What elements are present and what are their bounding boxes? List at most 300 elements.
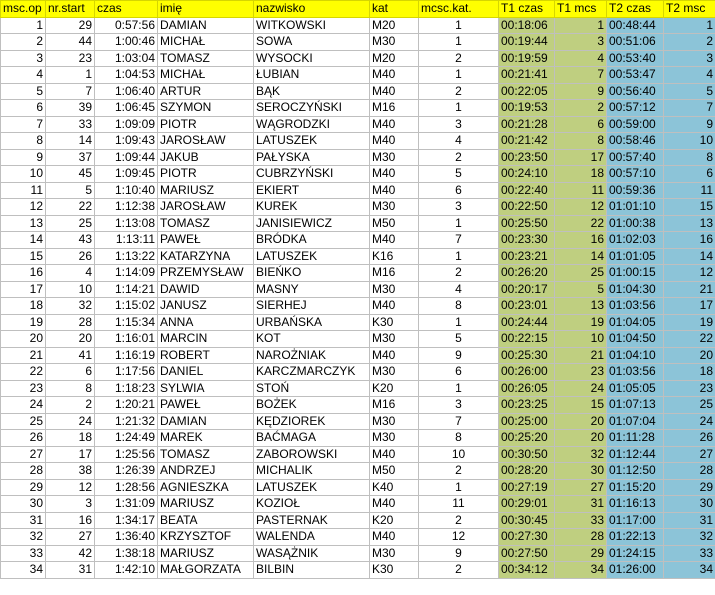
cell-t2-msc[interactable]: 29	[664, 479, 715, 496]
cell-nr-start[interactable]: 27	[46, 529, 95, 546]
cell-nr-start[interactable]: 2	[46, 397, 95, 414]
cell-czas[interactable]: 1:00:46	[95, 34, 158, 51]
cell-msc-kat[interactable]: 7	[419, 232, 499, 249]
cell-nazwisko[interactable]: KOZIOŁ	[254, 496, 370, 513]
cell-msc-kat[interactable]: 2	[419, 463, 499, 480]
cell-czas[interactable]: 1:09:44	[95, 149, 158, 166]
cell-t2-msc[interactable]: 10	[664, 133, 715, 150]
cell-kat[interactable]: M40	[370, 67, 419, 84]
cell-czas[interactable]: 1:31:09	[95, 496, 158, 513]
cell-nr-start[interactable]: 5	[46, 182, 95, 199]
cell-t2-msc[interactable]: 23	[664, 380, 715, 397]
cell-t1-czas[interactable]: 00:23:21	[499, 248, 555, 265]
cell-t1-czas[interactable]: 00:19:59	[499, 50, 555, 67]
cell-t1-mcs[interactable]: 29	[555, 545, 607, 562]
cell-kat[interactable]: M30	[370, 281, 419, 298]
cell-t2-msc[interactable]: 33	[664, 545, 715, 562]
cell-t1-czas[interactable]: 00:18:06	[499, 17, 555, 34]
cell-imie[interactable]: PRZEMYSŁAW	[158, 265, 254, 282]
cell-nazwisko[interactable]: NAROŻNIAK	[254, 347, 370, 364]
cell-nazwisko[interactable]: KARCZMARCZYK	[254, 364, 370, 381]
cell-imie[interactable]: JANUSZ	[158, 298, 254, 315]
cell-t2-msc[interactable]: 5	[664, 83, 715, 100]
cell-czas[interactable]: 1:15:34	[95, 314, 158, 331]
cell-t1-mcs[interactable]: 34	[555, 562, 607, 579]
cell-nr-start[interactable]: 29	[46, 17, 95, 34]
cell-kat[interactable]: M30	[370, 149, 419, 166]
cell-t1-mcs[interactable]: 24	[555, 380, 607, 397]
cell-kat[interactable]: M16	[370, 100, 419, 117]
cell-t1-mcs[interactable]: 7	[555, 67, 607, 84]
cell-czas[interactable]: 0:57:56	[95, 17, 158, 34]
cell-msc-kat[interactable]: 5	[419, 166, 499, 183]
cell-imie[interactable]: ANDRZEJ	[158, 463, 254, 480]
cell-nr-start[interactable]: 37	[46, 149, 95, 166]
cell-msc-kat[interactable]: 9	[419, 347, 499, 364]
cell-nazwisko[interactable]: WALENDA	[254, 529, 370, 546]
cell-imie[interactable]: MARCIN	[158, 331, 254, 348]
cell-msc-op[interactable]: 13	[1, 215, 46, 232]
cell-kat[interactable]: M30	[370, 34, 419, 51]
cell-t2-msc[interactable]: 34	[664, 562, 715, 579]
cell-msc-op[interactable]: 34	[1, 562, 46, 579]
cell-czas[interactable]: 1:06:40	[95, 83, 158, 100]
cell-t1-czas[interactable]: 00:24:10	[499, 166, 555, 183]
cell-msc-kat[interactable]: 1	[419, 479, 499, 496]
cell-msc-kat[interactable]: 11	[419, 496, 499, 513]
cell-msc-op[interactable]: 33	[1, 545, 46, 562]
cell-t1-czas[interactable]: 00:20:17	[499, 281, 555, 298]
cell-kat[interactable]: M30	[370, 545, 419, 562]
cell-kat[interactable]: M40	[370, 116, 419, 133]
cell-t2-czas[interactable]: 00:57:12	[607, 100, 664, 117]
cell-t2-msc[interactable]: 9	[664, 116, 715, 133]
cell-czas[interactable]: 1:42:10	[95, 562, 158, 579]
cell-nr-start[interactable]: 3	[46, 496, 95, 513]
cell-t2-msc[interactable]: 26	[664, 430, 715, 447]
cell-nr-start[interactable]: 4	[46, 265, 95, 282]
cell-t2-msc[interactable]: 8	[664, 149, 715, 166]
cell-t2-czas[interactable]: 01:07:04	[607, 413, 664, 430]
cell-imie[interactable]: SYLWIA	[158, 380, 254, 397]
cell-nr-start[interactable]: 22	[46, 199, 95, 216]
cell-imie[interactable]: TOMASZ	[158, 446, 254, 463]
cell-nazwisko[interactable]: ZABOROWSKI	[254, 446, 370, 463]
header-imie[interactable]: imię	[158, 1, 254, 18]
cell-t1-mcs[interactable]: 13	[555, 298, 607, 315]
cell-t1-mcs[interactable]: 17	[555, 149, 607, 166]
cell-msc-op[interactable]: 32	[1, 529, 46, 546]
cell-msc-kat[interactable]: 4	[419, 281, 499, 298]
cell-nr-start[interactable]: 44	[46, 34, 95, 51]
cell-nazwisko[interactable]: LATUSZEK	[254, 248, 370, 265]
cell-msc-op[interactable]: 18	[1, 298, 46, 315]
cell-msc-op[interactable]: 3	[1, 50, 46, 67]
cell-t1-mcs[interactable]: 5	[555, 281, 607, 298]
cell-czas[interactable]: 1:36:40	[95, 529, 158, 546]
cell-nazwisko[interactable]: SEROCZYŃSKI	[254, 100, 370, 117]
cell-t1-mcs[interactable]: 32	[555, 446, 607, 463]
cell-t1-mcs[interactable]: 3	[555, 34, 607, 51]
cell-czas[interactable]: 1:28:56	[95, 479, 158, 496]
cell-imie[interactable]: MARIUSZ	[158, 496, 254, 513]
cell-msc-kat[interactable]: 2	[419, 149, 499, 166]
cell-t2-czas[interactable]: 01:05:05	[607, 380, 664, 397]
cell-imie[interactable]: MAŁGORZATA	[158, 562, 254, 579]
cell-t2-czas[interactable]: 01:16:13	[607, 496, 664, 513]
cell-msc-op[interactable]: 8	[1, 133, 46, 150]
cell-czas[interactable]: 1:13:11	[95, 232, 158, 249]
cell-nazwisko[interactable]: URBAŃSKA	[254, 314, 370, 331]
cell-t1-mcs[interactable]: 1	[555, 17, 607, 34]
cell-msc-kat[interactable]: 2	[419, 50, 499, 67]
cell-nazwisko[interactable]: WITKOWSKI	[254, 17, 370, 34]
cell-msc-op[interactable]: 21	[1, 347, 46, 364]
cell-imie[interactable]: MICHAŁ	[158, 67, 254, 84]
cell-t2-czas[interactable]: 00:56:40	[607, 83, 664, 100]
cell-imie[interactable]: PIOTR	[158, 166, 254, 183]
cell-t2-czas[interactable]: 01:24:15	[607, 545, 664, 562]
cell-msc-op[interactable]: 17	[1, 281, 46, 298]
header-czas[interactable]: czas	[95, 1, 158, 18]
cell-t2-czas[interactable]: 00:53:40	[607, 50, 664, 67]
cell-nr-start[interactable]: 23	[46, 50, 95, 67]
cell-t2-msc[interactable]: 24	[664, 413, 715, 430]
cell-t2-czas[interactable]: 00:59:36	[607, 182, 664, 199]
cell-t2-czas[interactable]: 01:12:50	[607, 463, 664, 480]
cell-nr-start[interactable]: 14	[46, 133, 95, 150]
cell-nazwisko[interactable]: STOŃ	[254, 380, 370, 397]
cell-nr-start[interactable]: 42	[46, 545, 95, 562]
cell-t1-czas[interactable]: 00:21:42	[499, 133, 555, 150]
cell-t1-czas[interactable]: 00:21:41	[499, 67, 555, 84]
cell-imie[interactable]: ARTUR	[158, 83, 254, 100]
cell-t1-czas[interactable]: 00:22:40	[499, 182, 555, 199]
cell-imie[interactable]: DANIEL	[158, 364, 254, 381]
cell-nr-start[interactable]: 39	[46, 100, 95, 117]
cell-t2-czas[interactable]: 00:59:00	[607, 116, 664, 133]
cell-msc-op[interactable]: 4	[1, 67, 46, 84]
cell-t1-czas[interactable]: 00:22:15	[499, 331, 555, 348]
cell-nr-start[interactable]: 33	[46, 116, 95, 133]
cell-msc-kat[interactable]: 1	[419, 100, 499, 117]
cell-kat[interactable]: K30	[370, 562, 419, 579]
cell-t2-msc[interactable]: 2	[664, 34, 715, 51]
cell-msc-op[interactable]: 26	[1, 430, 46, 447]
cell-kat[interactable]: M50	[370, 215, 419, 232]
cell-msc-op[interactable]: 16	[1, 265, 46, 282]
cell-imie[interactable]: MARIUSZ	[158, 545, 254, 562]
cell-czas[interactable]: 1:14:21	[95, 281, 158, 298]
cell-czas[interactable]: 1:12:38	[95, 199, 158, 216]
cell-t1-czas[interactable]: 00:30:50	[499, 446, 555, 463]
cell-t1-mcs[interactable]: 23	[555, 364, 607, 381]
cell-nr-start[interactable]: 12	[46, 479, 95, 496]
cell-nazwisko[interactable]: BIEŃKO	[254, 265, 370, 282]
cell-imie[interactable]: TOMASZ	[158, 50, 254, 67]
cell-t2-czas[interactable]: 01:01:05	[607, 248, 664, 265]
cell-t1-czas[interactable]: 00:27:19	[499, 479, 555, 496]
cell-t2-czas[interactable]: 00:57:40	[607, 149, 664, 166]
cell-msc-op[interactable]: 29	[1, 479, 46, 496]
cell-nr-start[interactable]: 43	[46, 232, 95, 249]
cell-t2-msc[interactable]: 12	[664, 265, 715, 282]
cell-t1-czas[interactable]: 00:25:20	[499, 430, 555, 447]
cell-nr-start[interactable]: 17	[46, 446, 95, 463]
cell-t1-czas[interactable]: 00:30:45	[499, 512, 555, 529]
cell-kat[interactable]: K40	[370, 479, 419, 496]
cell-msc-kat[interactable]: 4	[419, 133, 499, 150]
cell-t1-mcs[interactable]: 25	[555, 265, 607, 282]
cell-t2-czas[interactable]: 01:22:13	[607, 529, 664, 546]
cell-nr-start[interactable]: 41	[46, 347, 95, 364]
cell-t2-msc[interactable]: 7	[664, 100, 715, 117]
cell-msc-kat[interactable]: 6	[419, 182, 499, 199]
cell-nazwisko[interactable]: SOWA	[254, 34, 370, 51]
cell-czas[interactable]: 1:10:40	[95, 182, 158, 199]
cell-msc-kat[interactable]: 7	[419, 413, 499, 430]
cell-t1-czas[interactable]: 00:27:50	[499, 545, 555, 562]
cell-kat[interactable]: M16	[370, 397, 419, 414]
cell-msc-op[interactable]: 19	[1, 314, 46, 331]
cell-imie[interactable]: KATARZYNA	[158, 248, 254, 265]
cell-kat[interactable]: M40	[370, 529, 419, 546]
cell-nr-start[interactable]: 7	[46, 83, 95, 100]
cell-nazwisko[interactable]: EKIERT	[254, 182, 370, 199]
cell-kat[interactable]: M40	[370, 446, 419, 463]
cell-t2-msc[interactable]: 27	[664, 446, 715, 463]
cell-t2-czas[interactable]: 01:15:20	[607, 479, 664, 496]
cell-nr-start[interactable]: 6	[46, 364, 95, 381]
cell-t1-mcs[interactable]: 31	[555, 496, 607, 513]
cell-czas[interactable]: 1:16:19	[95, 347, 158, 364]
cell-msc-op[interactable]: 10	[1, 166, 46, 183]
cell-msc-op[interactable]: 27	[1, 446, 46, 463]
cell-kat[interactable]: K20	[370, 380, 419, 397]
cell-t1-mcs[interactable]: 10	[555, 331, 607, 348]
cell-msc-kat[interactable]: 1	[419, 215, 499, 232]
cell-msc-op[interactable]: 24	[1, 397, 46, 414]
cell-msc-kat[interactable]: 1	[419, 248, 499, 265]
cell-kat[interactable]: K16	[370, 248, 419, 265]
cell-nazwisko[interactable]: WASĄŻNIK	[254, 545, 370, 562]
cell-t2-msc[interactable]: 1	[664, 17, 715, 34]
cell-t1-mcs[interactable]: 33	[555, 512, 607, 529]
cell-t2-msc[interactable]: 3	[664, 50, 715, 67]
cell-nazwisko[interactable]: WĄGRODZKI	[254, 116, 370, 133]
cell-t2-msc[interactable]: 21	[664, 281, 715, 298]
cell-msc-kat[interactable]: 2	[419, 265, 499, 282]
cell-msc-kat[interactable]: 1	[419, 17, 499, 34]
cell-t2-msc[interactable]: 22	[664, 331, 715, 348]
cell-imie[interactable]: MICHAŁ	[158, 34, 254, 51]
cell-msc-kat[interactable]: 1	[419, 67, 499, 84]
header-t2-msc[interactable]: T2 msc	[664, 1, 715, 18]
cell-msc-kat[interactable]: 3	[419, 199, 499, 216]
cell-nazwisko[interactable]: JANISIEWICZ	[254, 215, 370, 232]
cell-t1-czas[interactable]: 00:25:00	[499, 413, 555, 430]
cell-t1-mcs[interactable]: 16	[555, 232, 607, 249]
cell-kat[interactable]: M30	[370, 364, 419, 381]
cell-nazwisko[interactable]: MICHALIK	[254, 463, 370, 480]
cell-t1-mcs[interactable]: 15	[555, 397, 607, 414]
cell-imie[interactable]: BEATA	[158, 512, 254, 529]
cell-t2-msc[interactable]: 13	[664, 215, 715, 232]
cell-nazwisko[interactable]: BĄK	[254, 83, 370, 100]
cell-t1-czas[interactable]: 00:29:01	[499, 496, 555, 513]
cell-kat[interactable]: M40	[370, 166, 419, 183]
cell-czas[interactable]: 1:13:08	[95, 215, 158, 232]
cell-t2-czas[interactable]: 00:57:10	[607, 166, 664, 183]
cell-t2-czas[interactable]: 01:04:10	[607, 347, 664, 364]
cell-imie[interactable]: DAMIAN	[158, 17, 254, 34]
cell-msc-kat[interactable]: 10	[419, 446, 499, 463]
cell-nazwisko[interactable]: SIERHEJ	[254, 298, 370, 315]
cell-t1-czas[interactable]: 00:21:28	[499, 116, 555, 133]
cell-kat[interactable]: M40	[370, 182, 419, 199]
cell-t1-czas[interactable]: 00:34:12	[499, 562, 555, 579]
cell-nazwisko[interactable]: MASNY	[254, 281, 370, 298]
cell-t2-czas[interactable]: 01:26:00	[607, 562, 664, 579]
cell-t2-msc[interactable]: 30	[664, 496, 715, 513]
cell-t1-mcs[interactable]: 2	[555, 100, 607, 117]
cell-imie[interactable]: MAREK	[158, 430, 254, 447]
cell-t1-mcs[interactable]: 6	[555, 116, 607, 133]
cell-msc-op[interactable]: 31	[1, 512, 46, 529]
cell-kat[interactable]: M20	[370, 17, 419, 34]
cell-t1-czas[interactable]: 00:25:50	[499, 215, 555, 232]
cell-czas[interactable]: 1:09:09	[95, 116, 158, 133]
cell-t1-czas[interactable]: 00:22:05	[499, 83, 555, 100]
cell-t2-czas[interactable]: 01:04:05	[607, 314, 664, 331]
cell-nr-start[interactable]: 25	[46, 215, 95, 232]
cell-imie[interactable]: MARIUSZ	[158, 182, 254, 199]
cell-kat[interactable]: M40	[370, 298, 419, 315]
cell-t2-msc[interactable]: 20	[664, 347, 715, 364]
cell-t2-msc[interactable]: 11	[664, 182, 715, 199]
cell-nazwisko[interactable]: BOŻEK	[254, 397, 370, 414]
cell-kat[interactable]: M40	[370, 232, 419, 249]
cell-t1-mcs[interactable]: 27	[555, 479, 607, 496]
cell-kat[interactable]: M40	[370, 133, 419, 150]
cell-nr-start[interactable]: 10	[46, 281, 95, 298]
cell-kat[interactable]: M30	[370, 413, 419, 430]
cell-nazwisko[interactable]: KOT	[254, 331, 370, 348]
cell-czas[interactable]: 1:16:01	[95, 331, 158, 348]
cell-t2-msc[interactable]: 19	[664, 314, 715, 331]
cell-t1-mcs[interactable]: 18	[555, 166, 607, 183]
cell-t2-czas[interactable]: 01:03:56	[607, 298, 664, 315]
cell-t2-czas[interactable]: 01:04:30	[607, 281, 664, 298]
cell-nazwisko[interactable]: BAĆMAGA	[254, 430, 370, 447]
cell-imie[interactable]: JAROSŁAW	[158, 199, 254, 216]
cell-kat[interactable]: M40	[370, 496, 419, 513]
cell-t1-czas[interactable]: 00:19:44	[499, 34, 555, 51]
cell-t2-czas[interactable]: 01:17:00	[607, 512, 664, 529]
cell-kat[interactable]: M16	[370, 265, 419, 282]
header-msc-op[interactable]: msc.op	[1, 1, 46, 18]
header-kat[interactable]: kat	[370, 1, 419, 18]
cell-msc-op[interactable]: 7	[1, 116, 46, 133]
cell-czas[interactable]: 1:15:02	[95, 298, 158, 315]
cell-nazwisko[interactable]: BRÓDKA	[254, 232, 370, 249]
cell-czas[interactable]: 1:21:32	[95, 413, 158, 430]
cell-nr-start[interactable]: 28	[46, 314, 95, 331]
cell-t2-czas[interactable]: 00:58:46	[607, 133, 664, 150]
cell-nr-start[interactable]: 38	[46, 463, 95, 480]
cell-msc-kat[interactable]: 2	[419, 83, 499, 100]
cell-t1-mcs[interactable]: 12	[555, 199, 607, 216]
cell-nr-start[interactable]: 45	[46, 166, 95, 183]
cell-imie[interactable]: JAROSŁAW	[158, 133, 254, 150]
cell-imie[interactable]: PAWEŁ	[158, 397, 254, 414]
cell-imie[interactable]: SZYMON	[158, 100, 254, 117]
cell-msc-op[interactable]: 12	[1, 199, 46, 216]
cell-nr-start[interactable]: 24	[46, 413, 95, 430]
cell-t2-msc[interactable]: 31	[664, 512, 715, 529]
header-t1-mcs[interactable]: T1 mcs	[555, 1, 607, 18]
cell-msc-op[interactable]: 1	[1, 17, 46, 34]
cell-t1-mcs[interactable]: 20	[555, 413, 607, 430]
cell-czas[interactable]: 1:03:04	[95, 50, 158, 67]
cell-msc-kat[interactable]: 8	[419, 298, 499, 315]
cell-czas[interactable]: 1:24:49	[95, 430, 158, 447]
cell-imie[interactable]: PAWEŁ	[158, 232, 254, 249]
cell-czas[interactable]: 1:38:18	[95, 545, 158, 562]
cell-kat[interactable]: K30	[370, 314, 419, 331]
cell-t2-czas[interactable]: 01:04:50	[607, 331, 664, 348]
cell-kat[interactable]: M40	[370, 83, 419, 100]
cell-t1-czas[interactable]: 00:23:01	[499, 298, 555, 315]
cell-t2-msc[interactable]: 28	[664, 463, 715, 480]
cell-t1-czas[interactable]: 00:22:50	[499, 199, 555, 216]
header-msc-kat[interactable]: mcsc.kat.	[419, 1, 499, 18]
cell-msc-kat[interactable]: 8	[419, 430, 499, 447]
cell-imie[interactable]: JAKUB	[158, 149, 254, 166]
cell-czas[interactable]: 1:06:45	[95, 100, 158, 117]
cell-msc-op[interactable]: 6	[1, 100, 46, 117]
cell-nazwisko[interactable]: BILBIN	[254, 562, 370, 579]
cell-msc-kat[interactable]: 6	[419, 364, 499, 381]
cell-t2-msc[interactable]: 15	[664, 199, 715, 216]
header-nazwisko[interactable]: nazwisko	[254, 1, 370, 18]
cell-nr-start[interactable]: 16	[46, 512, 95, 529]
cell-nazwisko[interactable]: WYSOCKI	[254, 50, 370, 67]
cell-msc-kat[interactable]: 3	[419, 397, 499, 414]
cell-t1-czas[interactable]: 00:23:25	[499, 397, 555, 414]
cell-imie[interactable]: ROBERT	[158, 347, 254, 364]
cell-t1-czas[interactable]: 00:25:30	[499, 347, 555, 364]
cell-t2-czas[interactable]: 01:07:13	[607, 397, 664, 414]
cell-imie[interactable]: AGNIESZKA	[158, 479, 254, 496]
cell-t1-mcs[interactable]: 14	[555, 248, 607, 265]
cell-msc-kat[interactable]: 9	[419, 545, 499, 562]
cell-nr-start[interactable]: 8	[46, 380, 95, 397]
cell-msc-op[interactable]: 15	[1, 248, 46, 265]
cell-kat[interactable]: K20	[370, 512, 419, 529]
cell-t2-czas[interactable]: 01:03:56	[607, 364, 664, 381]
header-nr-start[interactable]: nr.start	[46, 1, 95, 18]
cell-t2-czas[interactable]: 01:11:28	[607, 430, 664, 447]
cell-t2-msc[interactable]: 32	[664, 529, 715, 546]
cell-nazwisko[interactable]: KUREK	[254, 199, 370, 216]
cell-t1-mcs[interactable]: 22	[555, 215, 607, 232]
cell-msc-op[interactable]: 2	[1, 34, 46, 51]
cell-msc-op[interactable]: 5	[1, 83, 46, 100]
cell-czas[interactable]: 1:09:43	[95, 133, 158, 150]
cell-t2-czas[interactable]: 00:51:06	[607, 34, 664, 51]
cell-t1-czas[interactable]: 00:28:20	[499, 463, 555, 480]
